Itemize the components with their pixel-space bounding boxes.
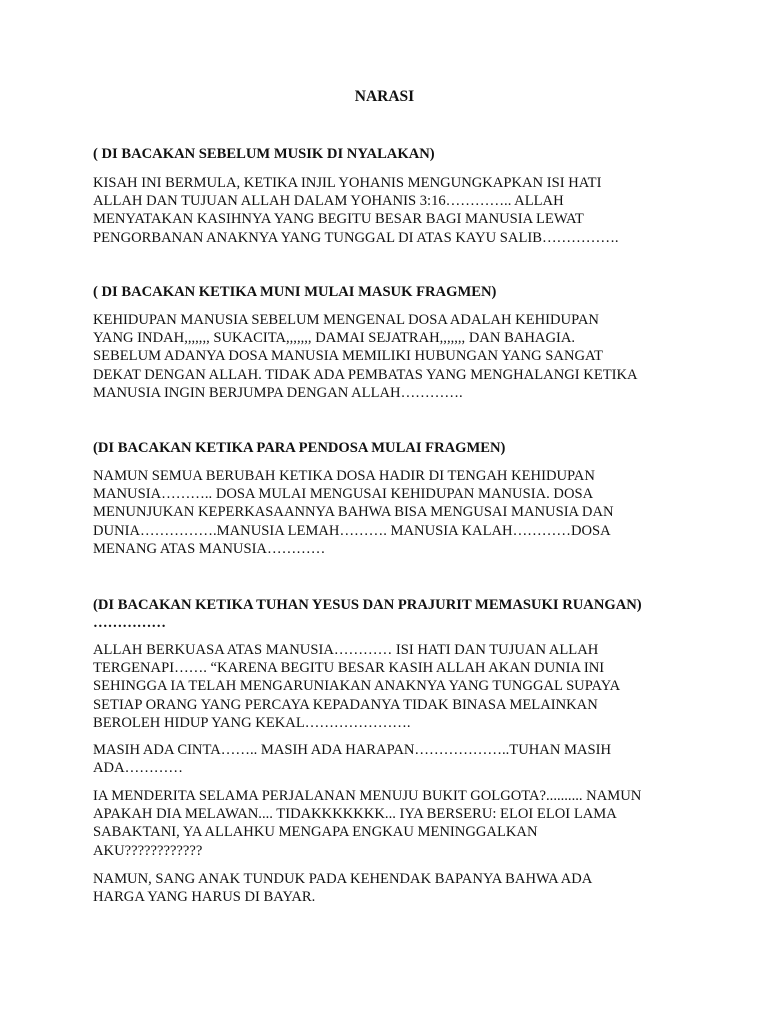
section-1-paragraph-1: KISAH INI BERMULA, KETIKA INJIL YOHANIS MENGUNGKAPKAN ISI HATI ALLAH DAN TUJUAN ALLAH DALAM YOHANIS 3:16………….. ALLAH MENYATAKAN KASIHNYA YANG BEGITU BESAR BAGI MANUSIA LEWAT PENGORBANAN ANAKNYA YANG TUNGGAL DI ATAS KAYU SALIB……………. <box>93 175 619 246</box>
section-3-paragraph-1: NAMUN SEMUA BERUBAH KETIKA DOSA HADIR DI TENGAH KEHIDUPAN MANUSIA……….. DOSA MULAI MENGUSAI KEHIDUPAN MANUSIA. DOSA MENUNJUKAN KEPERKASAANNYA BAHWA BISA MENGUSAI MANUSIA DAN DUNIA…………….MANUSIA LEMAH………. MANUSIA KALAH…………DOSA MENANG ATAS MANUSIA………… <box>93 468 614 557</box>
section-heading-3: (DI BACAKAN KETIKA PARA PENDOSA MULAI FRAGMEN) <box>93 440 506 456</box>
section-heading-2: ( DI BACAKAN KETIKA MUNI MULAI MASUK FRAGMEN) <box>93 284 497 300</box>
section-4-paragraph-4: NAMUN, SANG ANAK TUNDUK PADA KEHENDAK BAPANYA BAHWA ADA HARGA YANG HARUS DI BAYAR. <box>93 871 593 906</box>
section-2-paragraph-1: KEHIDUPAN MANUSIA SEBELUM MENGENAL DOSA ADALAH KEHIDUPAN YANG INDAH,,,,,,, SUKACITA,,,,,,, DAMAI SEJATRAH,,,,,,, DAN BAHAGIA. SEBELUM ADANYA DOSA MANUSIA MEMILIKI HUBUNGAN YANG SANGAT DEKAT DENGAN ALLAH. TIDAK ADA PEMBATAS YANG MENGHALANGI KETIKA MANUSIA INGIN BERJUMPA DENGAN ALLAH…………. <box>93 312 638 401</box>
section-heading-1: ( DI BACAKAN SEBELUM MUSIK DI NYALAKAN) <box>93 146 435 162</box>
section-4-paragraph-2: MASIH ADA CINTA…….. MASIH ADA HARAPAN………………..TUHAN MASIH ADA………… <box>93 742 612 777</box>
document-title: NARASI <box>354 88 415 105</box>
section-4-paragraph-1: ALLAH BERKUASA ATAS MANUSIA………… ISI HATI DAN TUJUAN ALLAH TERGENAPI……. “KARENA BEGITU BESAR KASIH ALLAH AKAN DUNIA INI SEHINGGA IA TELAH MENGARUNIAKAN ANAKNYA YANG TUNGGAL SUPAYA SETIAP ORANG YANG PERCAYA KEPADANYA TIDAK BINASA MELAINKAN BEROLEH HIDUP YANG KEKAL…………………. <box>93 642 621 731</box>
section-heading-4: (DI BACAKAN KETIKA TUHAN YESUS DAN PRAJURIT MEMASUKI RUANGAN) …………… <box>93 597 642 632</box>
section-4-paragraph-3: IA MENDERITA SELAMA PERJALANAN MENUJU BUKIT GOLGOTA?.......... NAMUN APAKAH DIA MELAWAN.... TIDAKKKKKKK... IYA BERSERU: ELOI ELOI LAMA SABAKTANI, YA ALLAHKU MENGAPA ENGKAU MENINGGALKAN AKU???????????? <box>93 788 642 859</box>
